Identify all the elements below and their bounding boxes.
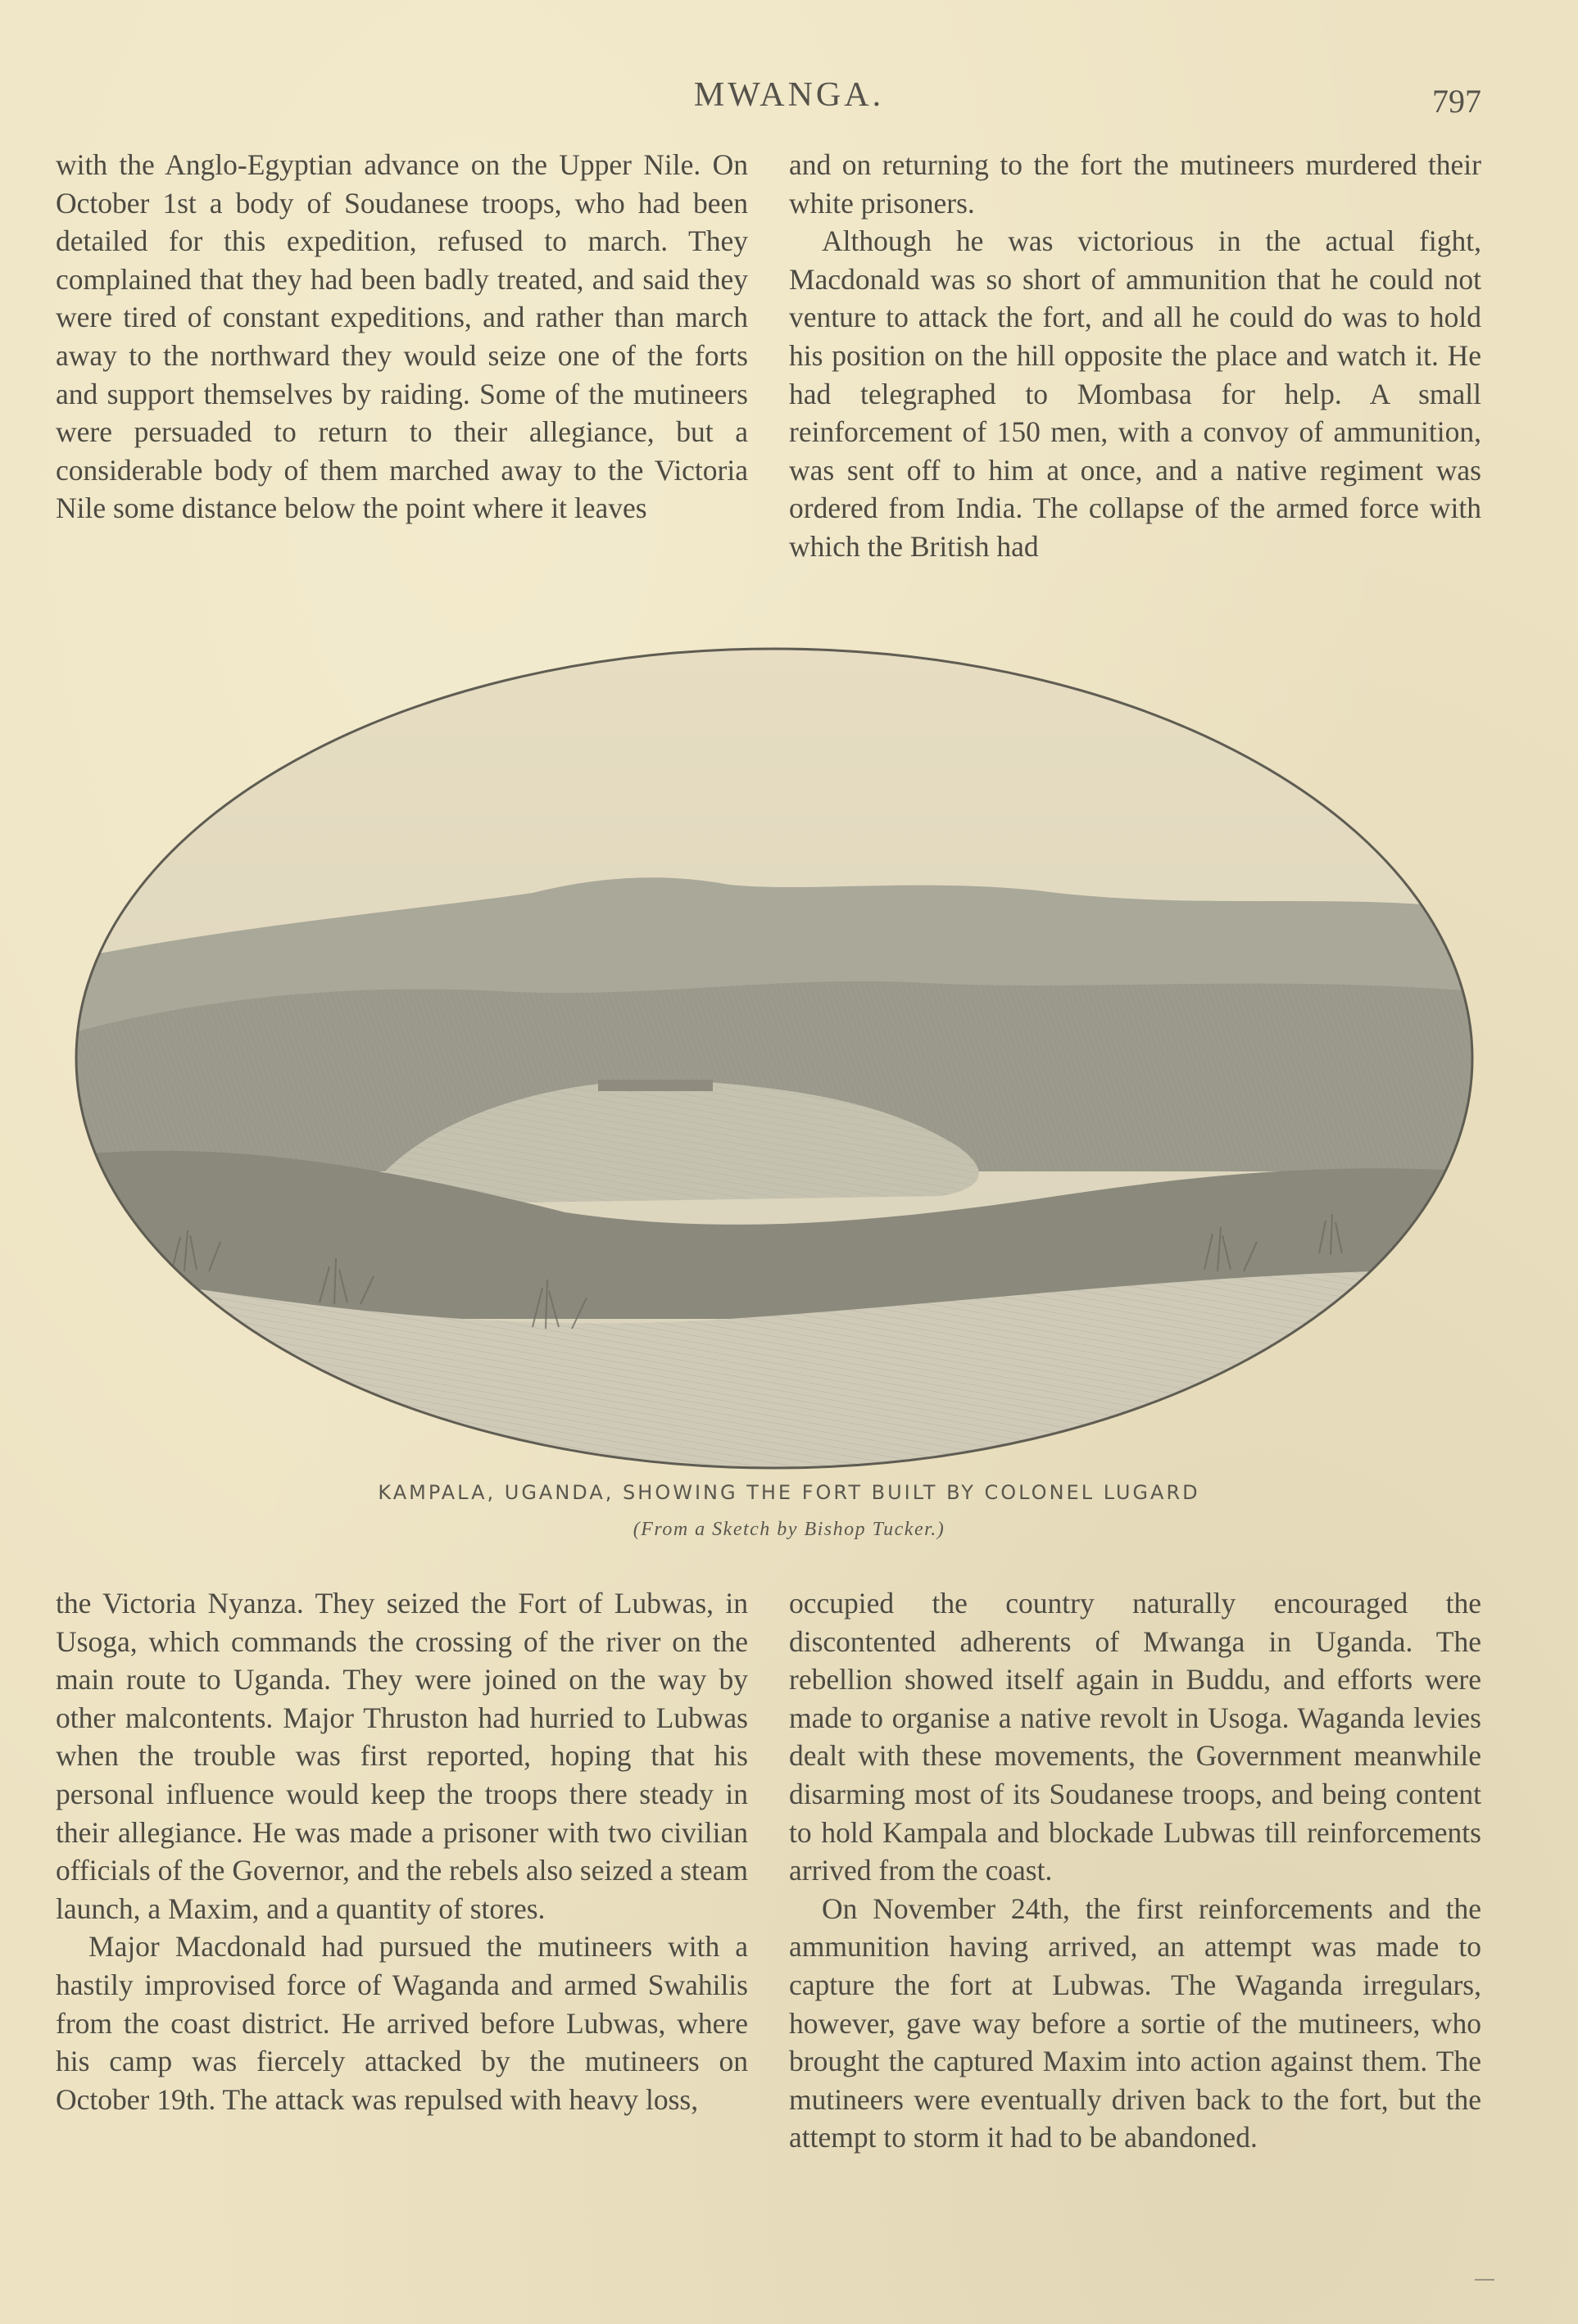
illustration-kampala bbox=[74, 647, 1475, 1470]
page-number: 797 bbox=[1432, 83, 1481, 120]
paragraph: Although he was victorious in the actual fight, Macdonald was so short of ammunition that he could not venture to attack the fort, and all he could do was to hold his position on the hill opposite the place and watch it. He had telegraphed to Mombasa for help. A small reinforcement of 150 men, with a convoy of ammunition, was sent off to him at once, and a native regiment was ordered from India. The collapse of the armed force with which the British had bbox=[789, 224, 1481, 563]
paragraph: occupied the country naturally encouraged the discontented adherents of Mwanga in Uganda. The rebellion showed itself again in Buddu, and efforts were made to organise a native revolt in Usoga. Waganda levies dealt with these movements, the Government meanwhile disarming most of its Soudanese troops, and being content to hold Kampala and blockade Lubwas till reinforcements arrived from the coast. bbox=[789, 1587, 1481, 1887]
fort-icon bbox=[598, 1080, 713, 1091]
paragraph: Major Macdonald had pursued the mutineers with a hastily improvised force of Waganda and armed Swahilis from the coast district. He arrived before Lubwas, where his camp was fiercely attacked by the mutineers on October 19th. The attack was repulsed with heavy loss, bbox=[56, 1930, 748, 2116]
bottom-right-column bbox=[789, 1584, 1481, 2157]
paragraph: with the Anglo-Egyptian advance on the Upper Nile. On October 1st a body of Soudanese troops, who had been detailed for this expedition, refused to march. They complained that they had been badly treated, and said they were tired of constant expeditions, and rather than march away to the northward they would seize one of the forts and support themselves by raiding. Some of the mutineers were persuaded to return to their allegiance, but a considerable body of them marched away to the Victoria Nile some distance below the point where it leaves bbox=[56, 148, 748, 525]
bottom-left-column bbox=[56, 1584, 748, 2118]
paragraph: On November 24th, the first reinforcements and the ammunition having arrived, an attempt was made to capture the fort at Lubwas. The Waganda irregulars, however, gave way before a sortie of the mutineers, who brought the captured Maxim into action against them. The mutineers were eventually driven back to the fort, but the attempt to storm it had to be abandoned. bbox=[789, 1891, 1481, 2154]
margin-mark bbox=[1475, 2279, 1494, 2281]
top-right-column bbox=[789, 146, 1481, 566]
figure-caption: KAMPALA, UGANDA, SHOWING THE FORT BUILT BY COLONEL LUGARD bbox=[378, 1481, 1200, 1504]
running-title: MWANGA. bbox=[693, 76, 885, 114]
paragraph: and on returning to the fort the mutineers murdered their white prisoners. bbox=[789, 148, 1481, 220]
top-left-column bbox=[56, 146, 748, 528]
figure-credit: (From a Sketch by Bishop Tucker.) bbox=[633, 1519, 945, 1540]
landscape-engraving bbox=[74, 647, 1475, 1470]
paragraph: the Victoria Nyanza. They seized the Fort of Lubwas, in Usoga, which commands the crossing of the river on the main route to Uganda. They were joined on the way by other malcontents. Major Thruston had hurried to Lubwas when the trouble was first reported, hoping that his personal influence would keep the troops there steady in their allegiance. He was made a prisoner with two civilian officials of the Governor, and the rebels also seized a steam launch, a Maxim, and a quantity of stores. bbox=[56, 1587, 748, 1925]
